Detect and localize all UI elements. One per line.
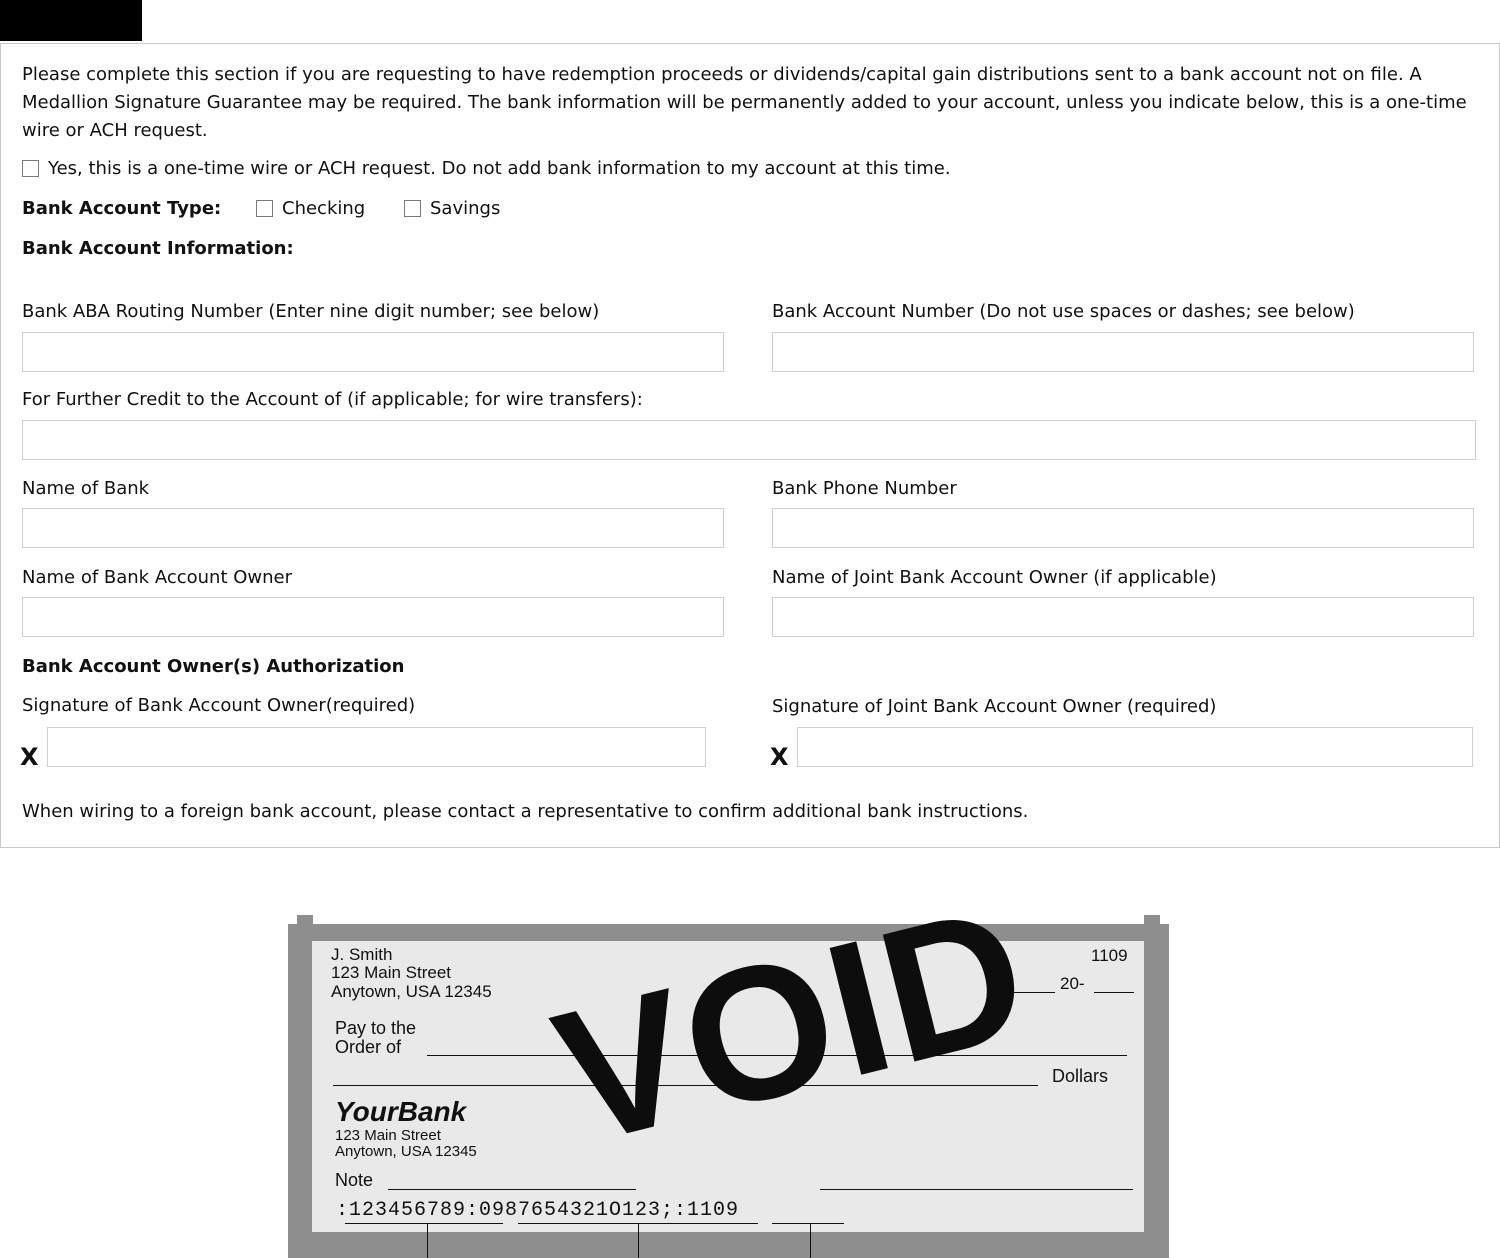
check-post-left <box>297 915 313 1258</box>
foreign-bank-note: When wiring to a foreign bank account, please contact a representative to confirm additional bank instructions. <box>22 801 1029 822</box>
check-owner-name: J. Smith <box>331 945 393 964</box>
owner-signature-field[interactable] <box>47 727 706 767</box>
savings-checkbox[interactable] <box>404 200 421 217</box>
check-bank-name: YourBank <box>335 1096 467 1127</box>
savings-label: Savings <box>430 198 501 219</box>
bank-name-field[interactable] <box>22 508 724 548</box>
owner-name-field[interactable] <box>22 597 724 637</box>
pay-to-label: Pay to the <box>335 1018 417 1038</box>
note-line <box>388 1189 636 1190</box>
bank-name-label: Name of Bank <box>22 478 150 499</box>
checking-label: Checking <box>282 198 366 219</box>
joint-owner-name-field[interactable] <box>772 597 1474 637</box>
bank-phone-label: Bank Phone Number <box>772 478 957 499</box>
routing-pointer <box>427 1223 428 1258</box>
check-number-bracket <box>772 1223 844 1224</box>
bank-phone-field[interactable] <box>772 508 1474 548</box>
order-of-label: Order of <box>335 1037 402 1057</box>
further-credit-field[interactable] <box>22 420 1476 460</box>
check-owner-city: Anytown, USA 12345 <box>331 982 492 1001</box>
further-credit-label: For Further Credit to the Account of (if applicable; for wire transfers): <box>22 389 643 410</box>
checking-checkbox[interactable] <box>256 200 273 217</box>
owner-signature-x: X <box>20 743 39 771</box>
one-time-label: Yes, this is a one-time wire or ACH request. Do not add bank information to my account at this time. <box>48 158 951 179</box>
signature-line <box>820 1189 1133 1190</box>
dollars-label: Dollars <box>1052 1066 1109 1086</box>
account-number-field[interactable] <box>772 332 1474 372</box>
check-bank-city: Anytown, USA 12345 <box>335 1143 477 1160</box>
intro-text: Please complete this section if you are requesting to have redemption proceeds or dividends/capital gain distributions sent to a bank account not on file. A Medallion Signature Guarantee may be required. The bank information will be permanently added to your account, unless you indicate below, this is a one-time wire or ACH request. <box>22 64 1467 141</box>
owner-name-label: Name of Bank Account Owner <box>22 567 292 588</box>
check-note-label: Note <box>335 1170 374 1190</box>
check-bank-street: 123 Main Street <box>335 1127 441 1144</box>
micr-line: :123456789:0987654321O123;:1109 <box>336 1199 740 1222</box>
section-header-tab <box>0 0 142 41</box>
date-line-2 <box>1094 992 1134 993</box>
account-type-label: Bank Account Type: <box>22 198 222 219</box>
joint-signature-label: Signature of Joint Bank Account Owner (required) <box>772 696 1217 717</box>
check-date-prefix: 20- <box>1060 974 1085 993</box>
authorization-heading: Bank Account Owner(s) Authorization <box>22 656 405 677</box>
check-number: 1109 <box>1091 946 1128 965</box>
account-info-heading: Bank Account Information: <box>22 238 294 259</box>
check-number-pointer <box>810 1223 811 1258</box>
routing-number-label: Bank ABA Routing Number (Enter nine digit number; see below) <box>22 301 600 322</box>
owner-signature-label: Signature of Bank Account Owner(required) <box>22 695 416 716</box>
account-number-label: Bank Account Number (Do not use spaces or dashes; see below) <box>772 301 1355 322</box>
joint-signature-field[interactable] <box>797 727 1473 767</box>
check-post-right <box>1144 915 1160 1258</box>
joint-owner-name-label: Name of Joint Bank Account Owner (if applicable) <box>772 567 1217 588</box>
check-owner-street: 123 Main Street <box>331 963 452 982</box>
routing-bracket <box>345 1223 503 1224</box>
joint-signature-x: X <box>770 743 789 771</box>
routing-number-field[interactable] <box>22 332 724 372</box>
void-stamp: VOID <box>537 865 1048 1186</box>
account-pointer <box>638 1223 639 1258</box>
one-time-checkbox[interactable] <box>22 160 39 177</box>
